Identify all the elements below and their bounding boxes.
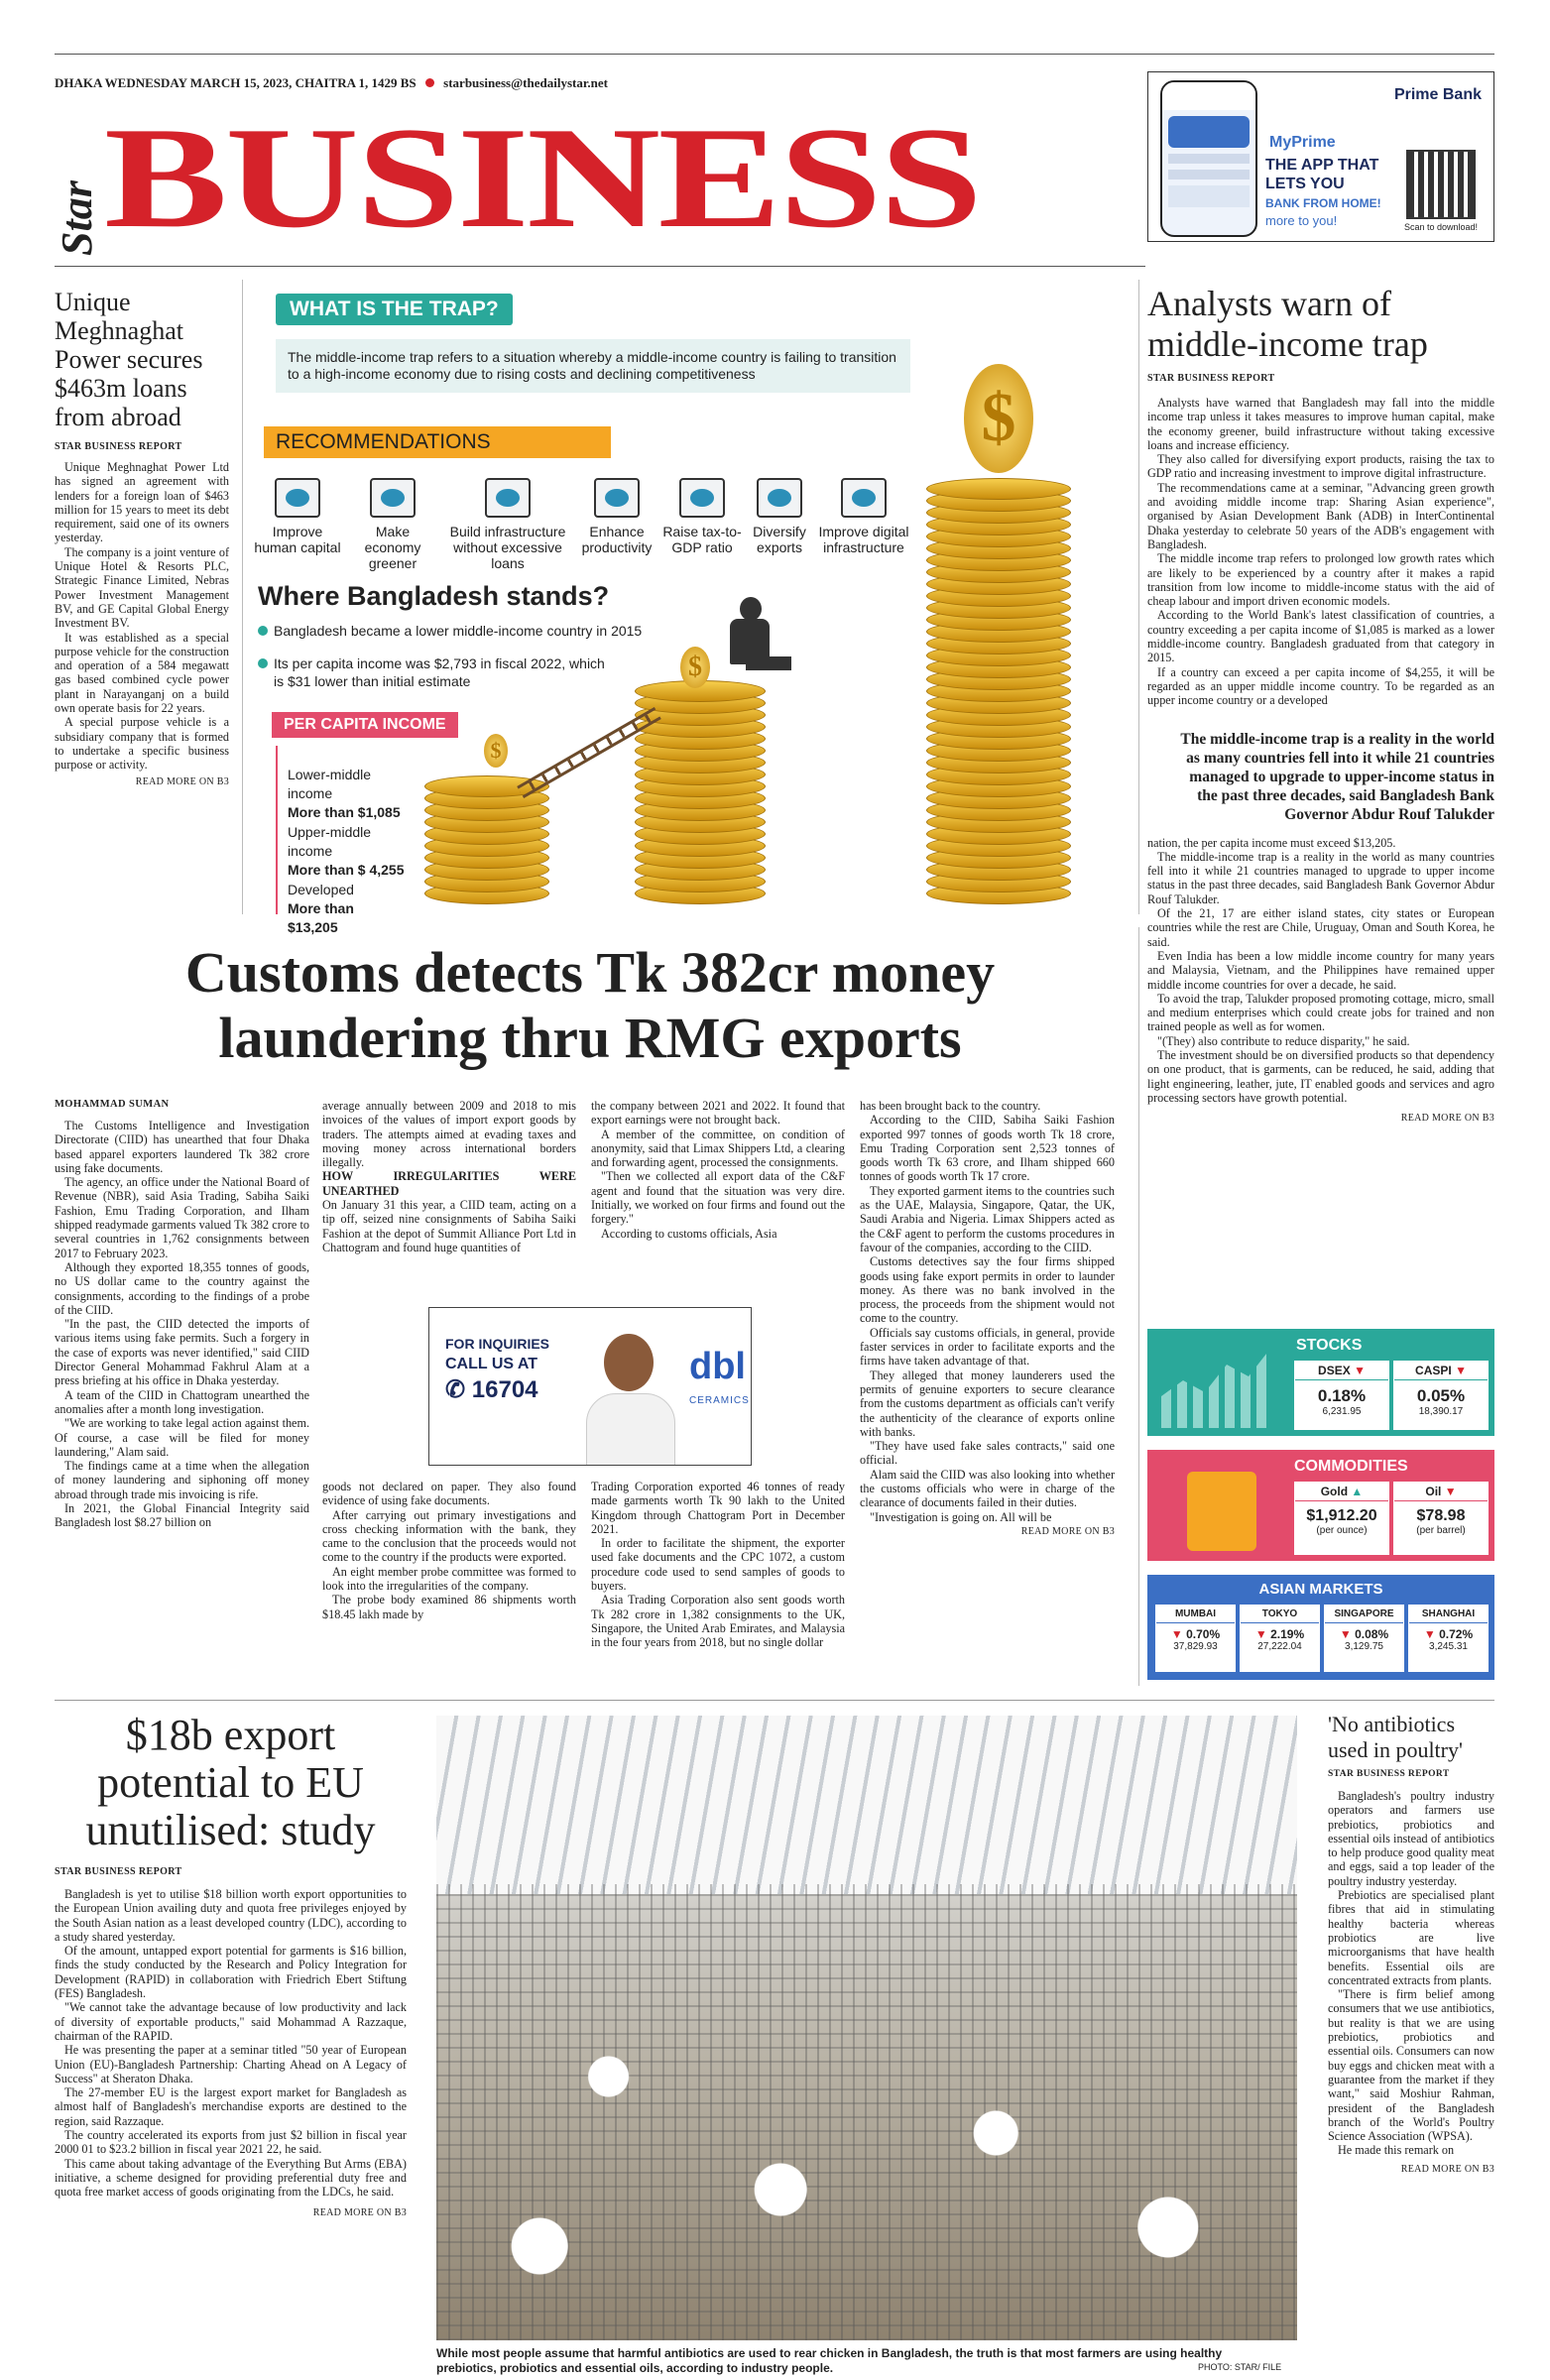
dbl-logo: dbl xyxy=(689,1346,746,1387)
ad-line-2: LETS YOU xyxy=(1265,176,1345,192)
paragraph: This came about taking advantage of the Everything But Arms (EBA) initiative, a scheme designed for providing preferential duty free and quota free market access of goods originating from the LDCs, he said. xyxy=(55,2156,407,2200)
down-arrow-icon: ▼ xyxy=(1254,1627,1267,1641)
dbl-ceramics-ad[interactable] xyxy=(428,1307,752,1466)
stocks-box xyxy=(1147,1329,1494,1436)
paragraph: has been brought back to the country. xyxy=(860,1099,1041,1113)
paragraph: "Then we collected all export data of the C&F agent and found that the situation was very dire. Initially, we worked on four firms and found out the forgery." xyxy=(591,1169,845,1227)
phone-icon: ✆ xyxy=(445,1376,472,1403)
people-icon xyxy=(275,478,320,518)
rec-item: Enhance productivity xyxy=(577,478,656,571)
paragraph: According to the CIID, Sabiha Saiki Fashion exported 997 tonnes of goods worth Tk 18 crore, Emu Trading Corporation sent 2,523 tonnes of goods worth Tk 63 crore, and Ilham shipped 660 tonnes of goods worth Tk 17 crore. xyxy=(860,1113,1115,1184)
paragraph: They also called for diversifying export products, raising the tax to GDP ratio and increasing investment to improve digital infrastructure. xyxy=(1147,452,1494,481)
photo-credit: PHOTO: STAR/ FILE xyxy=(1198,2362,1282,2372)
coin xyxy=(926,478,1071,500)
right-story-byline: STAR BUSINESS REPORT xyxy=(1147,373,1275,384)
lead-col-4 xyxy=(860,1099,1115,1537)
paragraph: The country accelerated its exports from just $2 billion in fiscal year 2000 01 to $23.2 billion in fiscal year 2021 22, he said. xyxy=(55,2128,407,2157)
prime-bank-brand: Prime Bank xyxy=(1393,86,1482,103)
rec-item: Make economy greener xyxy=(347,478,438,571)
paragraph: Unique Meghnaghat Power Ltd has signed an agreement with lenders for a foreign loan of $463 million for 15 years to meet its debt requirement, said one of its owners yesterday. xyxy=(55,460,229,545)
stocks-bars-icon xyxy=(1161,1349,1270,1428)
stand-point-2: Its per capita income was $2,793 in fiscal 2022, which is $31 lower than initial estimate xyxy=(258,654,605,690)
paragraph: It was established as a special purpose vehicle for the construction and operation of a 584 megawatt gas based combined cycle power plant in Narayanganj on a build own operate basis for 22 years. xyxy=(55,630,229,716)
stand-point-1: Bangladesh became a lower middle-income country in 2015 xyxy=(258,623,642,639)
paragraph: In 2021, the Global Financial Integrity said Bangladesh lost $8.27 billion on xyxy=(55,1501,309,1530)
ad-call-line: CALL US AT xyxy=(445,1356,538,1372)
ad-line-1: THE APP THAT xyxy=(1265,157,1379,174)
paragraph: The findings came at a time when the allegation of money laundering and siphoning off money abroad through trade mis invoicing is rife. xyxy=(55,1459,309,1501)
dot-icon xyxy=(425,78,434,87)
qr-note: Scan to download! xyxy=(1404,222,1479,232)
paragraph: Trading Corporation exported 46 tonnes of ready made garments worth Tk 90 lakh to the United Kingdom through Chattogram Port in December 2021. xyxy=(591,1480,845,1536)
commodities-box xyxy=(1147,1450,1494,1561)
lead-col-1 xyxy=(55,1119,309,1530)
paragraph: If a country can exceed a per capita income of $4,255, it will be regarded as an upper middle income country. To be regarded as an upper income country or a developed xyxy=(1147,664,1494,708)
star-logo xyxy=(53,149,101,256)
paragraph: The investment should be on diversified products so that dependency on one product, that is garments, can be reduced, he said, adding that light engineering, leather, jute, IT enabled goods and services and agro processing sectors have growth potential. xyxy=(1147,1047,1494,1105)
left-story-byline: STAR BUSINESS REPORT xyxy=(55,441,182,452)
businessman-icon xyxy=(716,597,791,686)
paragraph: Bangladesh is yet to utilise $18 billion worth export opportunities to the European Union availing duty and quota free privileges enjoyed by the South Asian nation as a least developed country (LDC), according to a study shared yesterday. xyxy=(55,1887,407,1944)
bullet-icon xyxy=(258,658,268,668)
ship-icon xyxy=(757,478,802,518)
oil-barrel-icon xyxy=(1187,1472,1256,1551)
infographic xyxy=(250,280,1137,935)
paragraph: "We cannot take the advantage because of low productivity and lack of diversity of exportable products," said Mohammad A Razzaque, chairman of the RAPID. xyxy=(55,2000,407,2043)
paragraph: He was presenting the paper at a seminar titled "50 year of European Union (EU)-Bangladesh Partnership: Charting Ahead on A Legacy of Success" at Sheraton Dhaka. xyxy=(55,2043,407,2085)
eu-story-headline[interactable]: $18b export potential to EU unutilised: study xyxy=(85,1711,376,1854)
chart-icon xyxy=(679,478,725,518)
lead-headline-line-1: Customs detects Tk 382cr money xyxy=(184,940,996,1005)
market-mumbai: MUMBAI ▼ 0.70% 37,829.93 xyxy=(1155,1605,1236,1672)
paragraph: Customs detectives say the four firms shipped goods using fake export permits in order to launder money. As there was no bank involved in the process, the proceeds from the shipment would not come to the country. xyxy=(860,1254,1115,1326)
paragraph: After carrying out primary investigations and cross checking information with the bank, they came to the conclusion that the proceeds would not come to the country if the products were exported. xyxy=(322,1507,576,1565)
poultry-story-headline[interactable]: 'No antibiotics used in poultry' xyxy=(1328,1712,1463,1762)
chickens xyxy=(436,1964,1297,2340)
market-singapore: SINGAPORE ▼ 0.08% 3,129.75 xyxy=(1324,1605,1404,1672)
coin-stack-large xyxy=(926,478,1071,904)
subheading: HOW IRREGULARITIES WERE UNEARTHED xyxy=(322,1169,576,1198)
rec-item: Raise tax-to-GDP ratio xyxy=(660,478,744,571)
pci-list xyxy=(276,746,405,935)
paragraph: average annually between 2009 and 2018 to mis invoices of the values of import export goods by traders. The attempts aimed at evading taxes and moving money across international borders illegally. xyxy=(322,1099,576,1170)
paragraph: Of the amount, untapped export potential for garments is $16 billion, finds the study conducted by the Research and Policy Integration for Development (RAPID) in collaboration with Friedrich Ebert Stiftung (FES) Bangladesh. xyxy=(55,1944,407,2001)
paragraph: the company between 2021 and 2022. It found that export earnings were not brought back. xyxy=(591,1099,845,1128)
down-arrow-icon: ▼ xyxy=(1354,1364,1366,1377)
left-story xyxy=(55,288,229,787)
commodity-gold: Gold ▲ $1,912.20 (per ounce) xyxy=(1294,1482,1389,1555)
paragraph: The company is a joint venture of Unique Hotel & Resorts PLC, Strategic Finance Limited, Nebras Power Investment Management BV, and GE Capital Global Energy Investment BV. xyxy=(55,544,229,631)
paragraph: nation, the per capita income must exceed $13,205. xyxy=(1147,835,1396,850)
right-story-headline[interactable]: Analysts warn of middle-income trap xyxy=(1147,284,1428,364)
myprime-app: MyPrime xyxy=(1269,134,1336,151)
paragraph: Officials say customs officials, in general, provide faster services in order to facilitate exports and the firms have taken advantage of that. xyxy=(860,1325,1115,1368)
stock-caspi: CASPI ▼ 0.05% 18,390.17 xyxy=(1393,1361,1489,1430)
paragraph: The middle-income trap is a reality in the world as many countries fell into it while 21 countries managed to upgrade to upper income status in the past three decades, said Bangladesh Bank Governor Abdur Rouf Talukder. xyxy=(1147,849,1494,906)
market-tokyo: TOKYO ▼ 2.19% 27,222.04 xyxy=(1240,1605,1320,1672)
read-more-link[interactable]: READ MORE ON B3 xyxy=(1400,1113,1494,1125)
lead-headline-line-2: laundering thru RMG exports xyxy=(218,1006,962,1070)
stock-dsex: DSEX ▼ 0.18% 6,231.95 xyxy=(1294,1361,1389,1430)
dollar-icon: $ xyxy=(964,364,1033,473)
network-icon xyxy=(841,478,887,518)
trap-text: The middle-income trap refers to a situation whereby a middle-income country is failing to transition to a high-income economy due to rising costs and declining competitiveness xyxy=(276,339,910,393)
right-story xyxy=(1147,284,1494,1124)
eu-story-byline: STAR BUSINESS REPORT xyxy=(55,1866,182,1877)
trap-title: WHAT IS THE TRAP? xyxy=(276,294,513,325)
read-more-link[interactable]: READ MORE ON B3 xyxy=(312,2206,407,2218)
ad-inquiry-line: FOR INQUIRIES xyxy=(445,1336,550,1352)
rec-item: Build infrastructure without excessive loans xyxy=(442,478,573,571)
paragraph: An eight member probe committee was formed to look into the irregularities of the company. xyxy=(322,1564,576,1594)
email-link[interactable]: starbusiness@thedailystar.net xyxy=(443,75,608,90)
lead-byline: MOHAMMAD SUMAN xyxy=(55,1099,170,1110)
dateline-text: DHAKA WEDNESDAY MARCH 15, 2023, CHAITRA 1, 1429 BS xyxy=(55,75,417,90)
recommendation-row xyxy=(252,478,912,571)
left-story-headline[interactable]: Unique Meghnaghat Power secures $463m loans from abroad xyxy=(55,288,203,431)
prime-bank-ad[interactable] xyxy=(1147,71,1494,242)
rec-title: RECOMMENDATIONS xyxy=(264,426,611,458)
paragraph: Asia Trading Corporation also sent goods worth Tk 282 crore in 1,382 consignments to the UK, Singapore, the United Arab Emirates, and Malaysia in the four years from 2018, but no single dollar xyxy=(591,1593,845,1650)
worker-icon xyxy=(594,478,640,518)
paragraph: Analysts have warned that Bangladesh may fall into the middle income trap unless it takes measures to improve human capital, make the economy greener, build infrastructure without taking excessive loans and increase efficiency. xyxy=(1147,396,1494,452)
paragraph: He made this remark on xyxy=(1338,2143,1455,2158)
paragraph: The 27-member EU is the largest export market for Bangladesh as almost half of Bangladesh's merchandise exports are destined to the region, said Razzaque. xyxy=(55,2085,407,2128)
lead-col-3-bottom xyxy=(591,1480,845,1650)
star-logo-text: Star xyxy=(53,180,101,256)
rec-item: Diversify exports xyxy=(748,478,811,571)
pci-item: Developed More than $13,205 xyxy=(288,882,354,935)
read-more-link[interactable]: READ MORE ON B3 xyxy=(1020,1525,1115,1537)
down-arrow-icon: ▼ xyxy=(1444,1485,1457,1498)
paragraph: A team of the CIID in Chattogram unearthed the anomalies after a month long investigation. xyxy=(55,1387,309,1416)
down-arrow-icon: ▼ xyxy=(1423,1627,1436,1641)
ad-phone: ✆ 16704 xyxy=(445,1376,538,1403)
dollar-icon: $ xyxy=(484,734,508,768)
ad-line-4: more to you! xyxy=(1265,213,1338,228)
paragraph: Bangladesh's poultry industry operators and farmers use prebiotics, probiotics and essential oils instead of antibiotics to help produce good quality meat and eggs, said a top leader of the poultry industry yesterday. xyxy=(1328,1789,1494,1888)
globe-icon xyxy=(370,478,416,518)
lead-headline[interactable] xyxy=(55,940,1126,1071)
photo-caption: While most people assume that harmful antibiotics are used to rear chicken in Bangladesh, the truth is that most farmers are using healthy prebiotics, probiotics and essential oils, according to industry people. xyxy=(436,2346,1223,2375)
paragraph: To avoid the trap, Talukder proposed promoting cottage, micro, small and medium enterprises which could create jobs for trained and non trained people as well as for women. xyxy=(1147,991,1494,1034)
roof-structure xyxy=(436,1716,1297,1894)
eu-story xyxy=(55,1712,407,2218)
read-more-link[interactable]: READ MORE ON B3 xyxy=(1400,2163,1494,2175)
paragraph: "We are working to take legal action against them. Of course, a case will be filed for money laundering," Alam said. xyxy=(55,1416,309,1459)
paragraph: goods not declared on paper. They also found evidence of using fake documents. xyxy=(322,1480,576,1508)
rec-item: Improve human capital xyxy=(252,478,343,571)
asian-markets-box xyxy=(1147,1575,1494,1680)
asian-markets-title: ASIAN MARKETS xyxy=(1258,1581,1383,1598)
paragraph: The agency, an office under the National Board of Revenue (NBR), said Asia Trading, Sabiha Saiki Fashion, Emu Trading Corporation, and Ilham shipped readymade garments valued Tk 382 crore to several countries in 1,762 consignments between 2017 to February 2023. xyxy=(55,1175,309,1260)
qr-code-icon xyxy=(1408,152,1474,217)
paragraph: Of the 21, 17 are either island states, city states or European countries while the rest are Chile, Uruguay, Oman and South Korea, he said. xyxy=(1147,906,1494,949)
down-arrow-icon: ▼ xyxy=(1170,1627,1183,1641)
pci-item: Upper-middle income More than $ 4,255 xyxy=(288,824,405,878)
paragraph: "There is firm belief among consumers that we use antibiotics, but reality is that we are using prebiotics, probiotics and essential oils. Consumers can now buy eggs and chicken meat with a guarantee from the market if they want," said Moshiur Rahman, president of the Bangladesh branch of the World's Poultry Science Association (WPSA). xyxy=(1328,1987,1494,2144)
down-arrow-icon: ▼ xyxy=(1455,1364,1467,1377)
section-title: BUSINESS xyxy=(104,97,981,258)
lead-col-2-top xyxy=(322,1099,576,1254)
asian-markets-row xyxy=(1155,1605,1489,1672)
poultry-story xyxy=(1328,1712,1494,2175)
poultry-photo xyxy=(436,1716,1297,2340)
spokesperson-figure xyxy=(578,1334,677,1466)
paragraph: On January 31 this year, a CIID team, acting on a tip off, seized nine consignments of Sabiha Saiki Fashion at the depot of Summit Alliance Port Ltd in Chattogram and found huge quantities of xyxy=(322,1198,576,1254)
paragraph: According to the World Bank's latest classification of countries, a country exceeding a per capita income of $1,085 is marked as a lower middle-income country. Bangladesh graduated from that category in 2015. xyxy=(1147,608,1494,665)
pci-title: PER CAPITA INCOME xyxy=(272,712,458,738)
paragraph: The Customs Intelligence and Investigation Directorate (CIID) has unearthed that four Dhaka based apparel exporters laundered Tk 382 crore using fake documents. xyxy=(55,1119,309,1175)
paragraph: Even India has been a low middle income country for many years and Malaysia, Vietnam, and the Philippines have remained upper middle income countries for over a decade, he said. xyxy=(1147,948,1494,992)
bullet-icon xyxy=(258,626,268,636)
paragraph: Prebiotics are specialised plant fibres that aid in stimulating healthy bacteria whereas probiotics are live microorganisms that have health benefits. Essential oils are concentrated extracts from plants. xyxy=(1328,1888,1494,1987)
paragraph: "In the past, the CIID detected the imports of various items using fake permits. Such a forgery in the case of exports was never identified," said CIID Director General Mohammad Fakhrul Alam at a press briefing at his office in Dhaka yesterday. xyxy=(55,1317,309,1388)
stocks-title: STOCKS xyxy=(1296,1337,1363,1354)
paragraph: They alleged that money launderers used the permits of genuine exporters to secure clearance from the customs department as officials can't verify the authenticity of the clearance of exports online with banks. xyxy=(860,1368,1115,1439)
paragraph: Although they exported 18,355 tonnes of goods, no US dollar came to the country against the consignments, according to the findings of a probe of the CIID. xyxy=(55,1259,309,1317)
paragraph: In order to facilitate the shipment, the exporter used fake documents and the CPC 1072, a custom procedure code used to send samples of goods to buyers. xyxy=(591,1536,845,1594)
paragraph: The probe body examined 86 shipments worth $18.45 lakh made by xyxy=(322,1593,576,1621)
phone-mockup xyxy=(1160,80,1257,237)
dateline xyxy=(55,75,608,91)
paragraph: A special purpose vehicle is a subsidiary company that is formed to undertake a specific business purpose or activity. xyxy=(55,715,229,773)
paragraph: Alam said the CIID was also looking into whether the customs officials who were in charge of the clearance of documents failed in their duties. xyxy=(860,1467,1115,1510)
paragraph: They exported garment items to the countries such as the UAE, Malaysia, Singapore, Qatar, the UK, Saudi Arabia and Nigeria. Limax Shippers acted as the C&F agent to perform the customs procedures in favour of the companies, according to the CIID. xyxy=(860,1183,1115,1254)
paragraph: The middle income trap refers to prolonged low growth rates which are likely to be experienced by a country after it makes a rapid transition from low income to middle-income status with the aid of cheap labour and import driven economic models. xyxy=(1147,551,1494,609)
infrastructure-icon xyxy=(485,478,531,518)
dbl-logo-sub: CERAMICS xyxy=(689,1395,750,1406)
paragraph: A member of the committee, on condition of anonymity, said that Limax Shippers Ltd, a clearing and forwarding agent, processed the consignments. xyxy=(591,1127,845,1170)
up-arrow-icon: ▲ xyxy=(1351,1485,1364,1498)
paragraph: "Investigation is going on. All will be xyxy=(870,1509,1052,1524)
poultry-story-byline: STAR BUSINESS REPORT xyxy=(1328,1769,1450,1779)
rec-item: Improve digital infrastructure xyxy=(815,478,912,571)
lead-col-3-top xyxy=(591,1099,845,1241)
stand-title: Where Bangladesh stands? xyxy=(258,581,610,611)
paragraph: The recommendations came at a seminar, "Advancing green growth and avoiding middle income trap: Sharing Asian experience", organised by Asian Development Bank (ADB) in InterContinental Dhaka yesterday to celebrate 50 years of the ADB's engagement with Bangladesh. xyxy=(1147,480,1494,551)
dollar-icon: $ xyxy=(680,647,710,688)
pci-item: Lower-middle income More than $1,085 xyxy=(288,767,401,820)
commodity-oil: Oil ▼ $78.98 (per barrel) xyxy=(1393,1482,1489,1555)
paragraph: According to customs officials, Asia xyxy=(601,1226,777,1241)
read-more-link[interactable]: READ MORE ON B3 xyxy=(135,775,229,787)
down-arrow-icon: ▼ xyxy=(1339,1627,1352,1641)
lead-col-2-bottom xyxy=(322,1480,576,1621)
ad-line-3: BANK FROM HOME! xyxy=(1265,196,1381,210)
pull-quote: The middle-income trap is a reality in the world as many countries fell into it while 21 countries managed to upgrade to upper-income status in the past three decades, said Bangladesh Bank Governor Abdur Rouf Talukder xyxy=(1180,730,1494,823)
commodities-title: COMMODITIES xyxy=(1294,1458,1408,1475)
paragraph: "They have used fake sales contracts," said one official. xyxy=(860,1439,1115,1468)
paragraph: "(They) also contribute to reduce disparity," he said. xyxy=(1157,1033,1410,1048)
market-shanghai: SHANGHAI ▼ 0.72% 3,245.31 xyxy=(1408,1605,1489,1672)
